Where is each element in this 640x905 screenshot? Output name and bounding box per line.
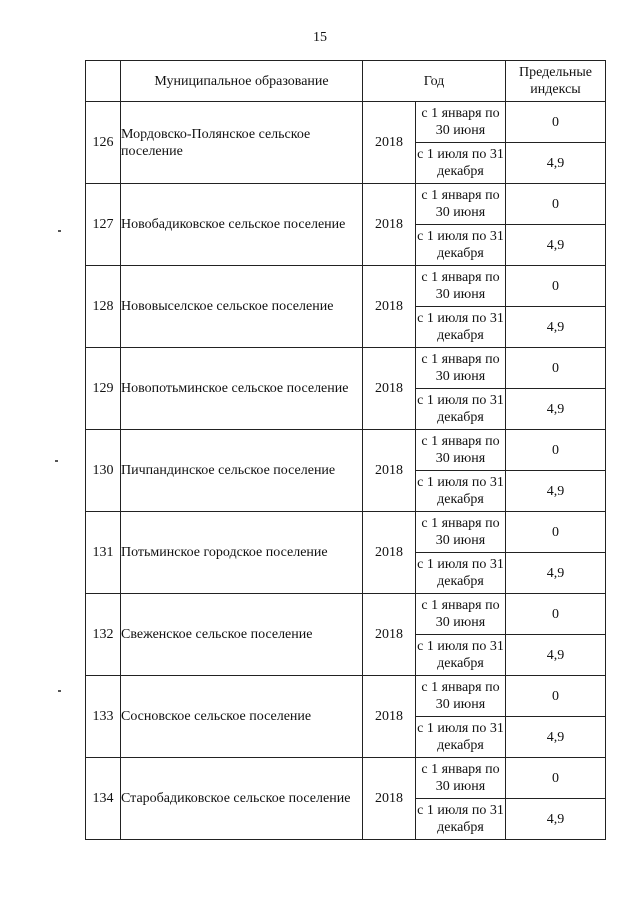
year-cell: 2018 [363, 102, 416, 184]
municipality-name: Сосновское сельское поселение [121, 676, 363, 758]
period-second-half: с 1 июля по 31 декабря [416, 143, 506, 184]
index-second-half: 4,9 [506, 635, 606, 676]
municipality-name: Старобадиковское сельское поселение [121, 758, 363, 840]
index-first-half: 0 [506, 676, 606, 717]
page-number: 15 [313, 30, 327, 45]
period-second-half: с 1 июля по 31 декабря [416, 389, 506, 430]
period-first-half: с 1 января по 30 июня [416, 102, 506, 143]
header-num [86, 61, 121, 102]
period-first-half: с 1 января по 30 июня [416, 676, 506, 717]
table-row [86, 184, 606, 225]
row-number: 128 [86, 266, 121, 348]
period-first-half: с 1 января по 30 июня [416, 266, 506, 307]
table-header-row [86, 61, 606, 102]
year-cell: 2018 [363, 758, 416, 840]
row-number: 133 [86, 676, 121, 758]
table-row [86, 102, 606, 143]
table-row [86, 512, 606, 553]
row-number: 126 [86, 102, 121, 184]
municipality-name: Мордовско-Полянское сельское поселение [121, 102, 363, 184]
header-indices: Предельные индексы [506, 61, 606, 102]
table-row [86, 266, 606, 307]
table-row [86, 676, 606, 717]
header-year: Год [363, 61, 506, 102]
index-first-half: 0 [506, 102, 606, 143]
period-second-half: с 1 июля по 31 декабря [416, 471, 506, 512]
period-second-half: с 1 июля по 31 декабря [416, 799, 506, 840]
table-row [86, 430, 606, 471]
municipality-name: Новопотьминское сельское поселение [121, 348, 363, 430]
scan-speck [58, 230, 61, 232]
period-first-half: с 1 января по 30 июня [416, 594, 506, 635]
index-first-half: 0 [506, 348, 606, 389]
table-row [86, 758, 606, 799]
period-first-half: с 1 января по 30 июня [416, 184, 506, 225]
period-second-half: с 1 июля по 31 декабря [416, 553, 506, 594]
municipality-name: Свеженское сельское поселение [121, 594, 363, 676]
index-first-half: 0 [506, 758, 606, 799]
year-cell: 2018 [363, 430, 416, 512]
table-row [86, 594, 606, 635]
index-second-half: 4,9 [506, 717, 606, 758]
period-second-half: с 1 июля по 31 декабря [416, 307, 506, 348]
municipality-name: Новобадиковское сельское поселение [121, 184, 363, 266]
period-second-half: с 1 июля по 31 декабря [416, 717, 506, 758]
period-first-half: с 1 января по 30 июня [416, 758, 506, 799]
index-first-half: 0 [506, 184, 606, 225]
period-second-half: с 1 июля по 31 декабря [416, 635, 506, 676]
index-second-half: 4,9 [506, 471, 606, 512]
period-first-half: с 1 января по 30 июня [416, 348, 506, 389]
row-number: 131 [86, 512, 121, 594]
municipality-name: Потьминское городское поселение [121, 512, 363, 594]
year-cell: 2018 [363, 348, 416, 430]
table-body [86, 102, 606, 840]
index-first-half: 0 [506, 266, 606, 307]
municipality-name: Пичпандинское сельское поселение [121, 430, 363, 512]
year-cell: 2018 [363, 676, 416, 758]
index-first-half: 0 [506, 594, 606, 635]
year-cell: 2018 [363, 266, 416, 348]
year-cell: 2018 [363, 512, 416, 594]
index-first-half: 0 [506, 512, 606, 553]
period-first-half: с 1 января по 30 июня [416, 512, 506, 553]
index-second-half: 4,9 [506, 143, 606, 184]
index-second-half: 4,9 [506, 553, 606, 594]
index-second-half: 4,9 [506, 389, 606, 430]
index-first-half: 0 [506, 430, 606, 471]
header-municipality: Муниципальное образование [121, 61, 363, 102]
year-cell: 2018 [363, 594, 416, 676]
indices-table [85, 60, 606, 840]
scan-speck [58, 690, 61, 692]
row-number: 130 [86, 430, 121, 512]
row-number: 127 [86, 184, 121, 266]
row-number: 134 [86, 758, 121, 840]
index-second-half: 4,9 [506, 307, 606, 348]
index-second-half: 4,9 [506, 799, 606, 840]
period-second-half: с 1 июля по 31 декабря [416, 225, 506, 266]
period-first-half: с 1 января по 30 июня [416, 430, 506, 471]
municipality-name: Нововыселское сельское поселение [121, 266, 363, 348]
table-row [86, 348, 606, 389]
row-number: 132 [86, 594, 121, 676]
index-second-half: 4,9 [506, 225, 606, 266]
row-number: 129 [86, 348, 121, 430]
year-cell: 2018 [363, 184, 416, 266]
scan-speck [55, 460, 58, 462]
